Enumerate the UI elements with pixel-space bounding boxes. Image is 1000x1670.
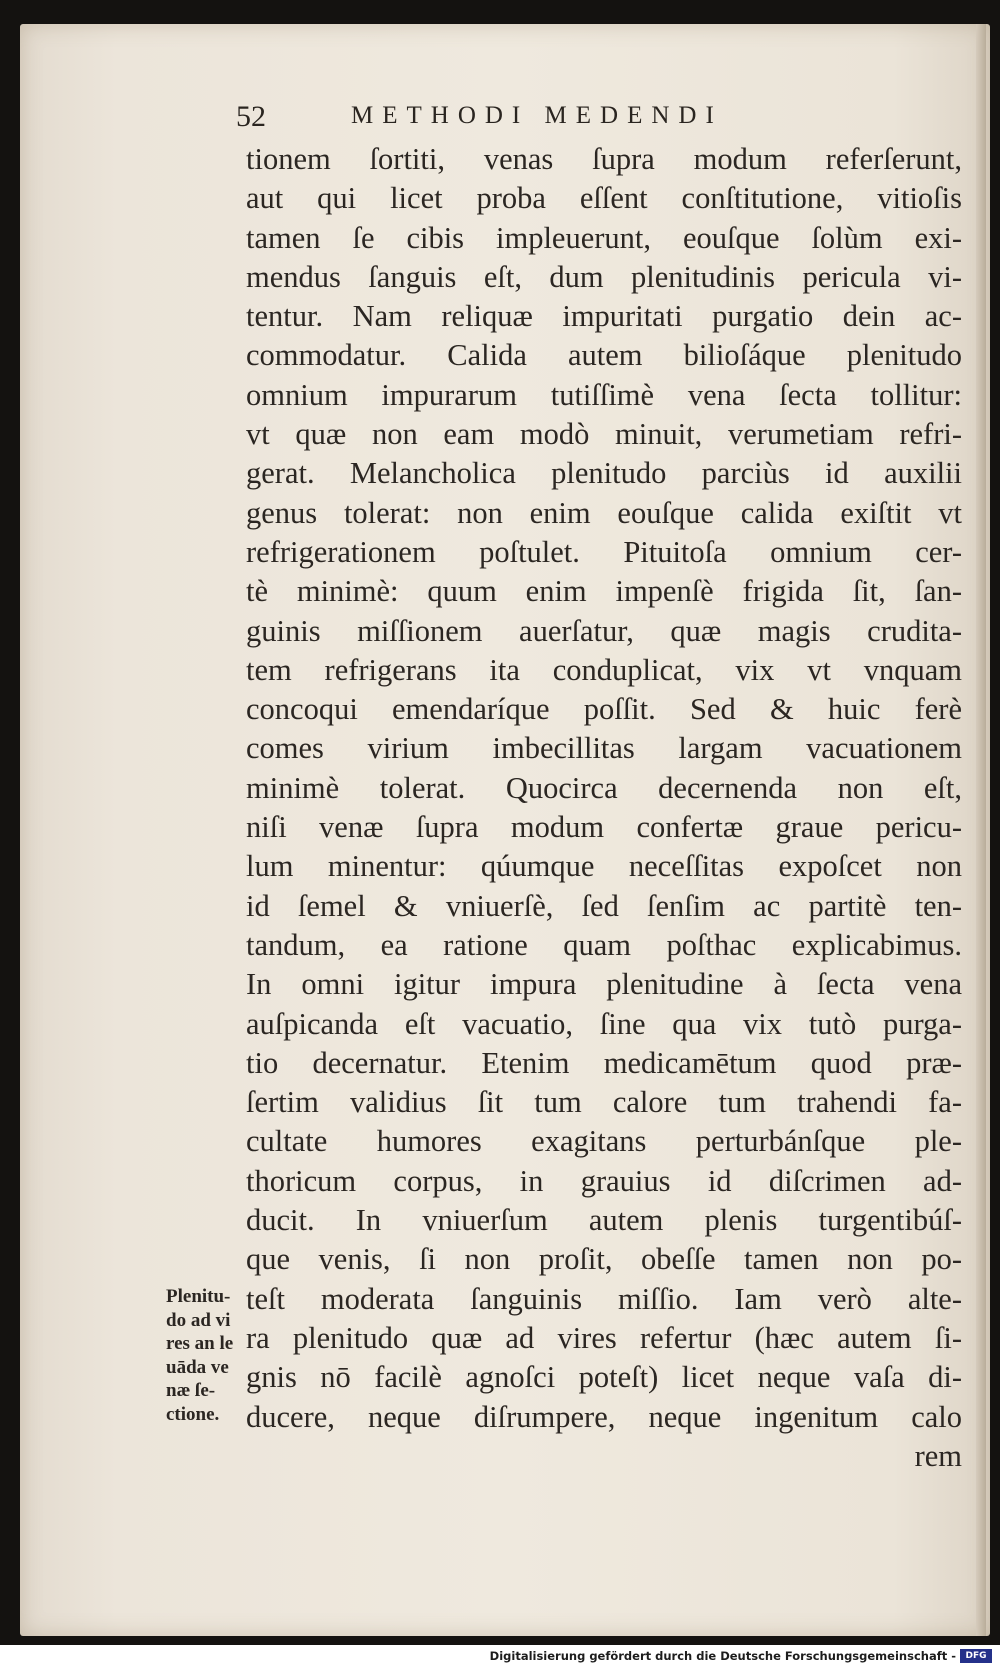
marginal-note-line: do ad vi [166,1309,231,1331]
page-edge [976,24,986,1636]
text-line: ra plenitudo quæ ad vires refertur (hæc autem ſi- [246,1320,962,1355]
text-line: comes virium imbecillitas largam vacuationem [246,731,962,766]
text-line: tamen ſe cibis impleuerunt, eouſque ſolùm exi- [246,220,962,255]
text-line: lum minentur: qúumque neceſſitas expoſcet non [246,849,962,884]
footer-bar [0,1645,1000,1670]
text-line: tio decernatur. Etenim medicamētum quod præ- [246,1045,962,1080]
text-line: In omni igitur impura plenitudine à ſecta vena [246,967,962,1002]
text-line: mendus ſanguis eſt, dum plenitudinis pericula vi- [246,259,962,294]
text-line: genus tolerat: non enim eouſque calida exiſtit vt [246,495,962,530]
marginal-note-line: næ ſe- [166,1380,216,1401]
running-head [236,100,856,136]
marginal-note-line: ctione. [166,1403,220,1425]
text-line: tè minimè: quum enim impenſè frigida ſit, ſan- [246,574,962,609]
text-line: thoricum corpus, in grauius id diſcrimen ad- [246,1163,962,1198]
text-line: minimè tolerat. Quocirca decernenda non eſt, [246,770,962,805]
text-line: gerat. Melancholica plenitudo parciùs id auxilii [246,456,962,491]
text-line: tem refrigerans ita conduplicat, vix vt vnquam [246,652,962,687]
text-line: gnis nō facilè agnoſci poteſt) licet neque vaſa di- [246,1360,962,1395]
text-line: tionem ſortiti, venas ſupra modum referſerunt, [246,142,962,176]
text-line: guinis miſſionem auerſatur, quæ magis crudita- [246,613,962,648]
text-line: auſpicanda eſt vacuatio, ſine qua vix tutò purga- [246,1006,962,1041]
text-line: commodatur. Calida autem bilioſáque plenitudo [246,338,962,373]
page-number: 52 [236,100,266,133]
catchword: rem [914,1438,962,1473]
text-line: aut qui licet proba eſſent conſtitutione, vitioſis [246,181,962,216]
text-line: niſi venæ ſupra modum confertæ graue pericu- [246,810,962,845]
running-title: METHODI MEDENDI [351,102,723,129]
body-text [246,140,962,1476]
text-line: omnium impurarum tutiſſimè vena ſecta tollitur: [246,377,962,412]
text-line: ducit. In vniuerſum autem plenis turgentibúſ- [246,1203,962,1238]
text-line: cultate humores exagitans perturbánſque ple- [246,1124,962,1159]
marginal-note-line: res an le [166,1333,234,1354]
text-line: refrigerationem poſtulet. Pituitoſa omnium cer- [246,534,962,569]
funding-credit: Digitalisierung gefördert durch die Deutsche Forschungsgemeinschaft - [489,1649,956,1663]
text-line: tandum, ea ratione quam poſthac explicabimus. [246,927,962,962]
marginal-note-line: Plenitu- [166,1286,231,1307]
text-line: vt quæ non eam modò minuit, verumetiam refri- [246,417,962,452]
dfg-logo: DFG [960,1649,992,1663]
marginal-note-line: uāda ve [166,1356,229,1378]
text-line: ſertim validius ſit tum calore tum trahendi fa- [246,1085,962,1120]
text-line: ducere, neque diſrumpere, neque ingenitum calo [246,1399,962,1434]
text-line: id ſemel & vniuerſè, ſed ſenſim ac partitè ten- [246,888,962,923]
marginal-note [166,1285,244,1426]
text-line: concoqui emendaríque poſſit. Sed & huic ferè [246,692,962,727]
text-line: tentur. Nam reliquæ impuritati purgatio dein ac- [246,299,962,334]
text-line: que venis, ſi non proſit, obeſſe tamen non po- [246,1242,962,1277]
text-line: teſt moderata ſanguinis miſſio. Iam verò alte- [246,1281,962,1316]
